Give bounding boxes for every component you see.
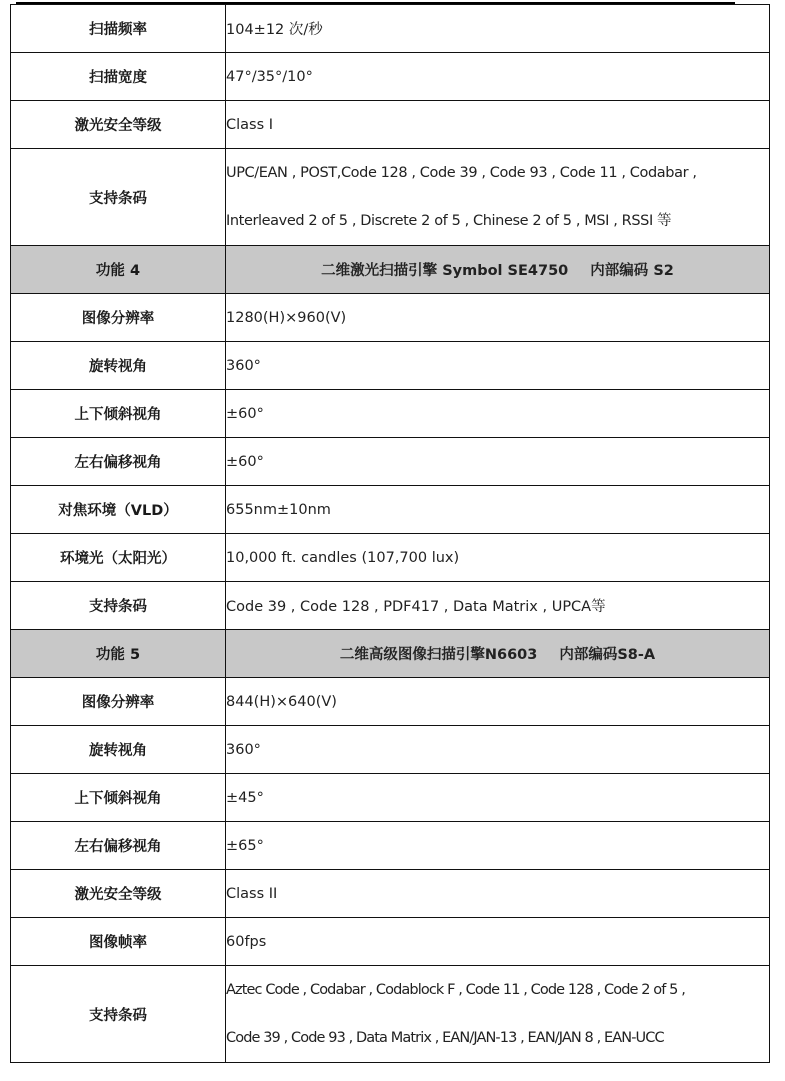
row-value: ±65° bbox=[226, 822, 770, 870]
row-label: 旋转视角 bbox=[11, 342, 226, 390]
section-header-row bbox=[11, 630, 770, 678]
section-label: 功能 5 bbox=[11, 630, 226, 678]
table-row bbox=[11, 149, 770, 246]
row-value: Class II bbox=[226, 870, 770, 918]
row-label: 图像分辨率 bbox=[11, 678, 226, 726]
row-label: 上下倾斜视角 bbox=[11, 390, 226, 438]
row-label: 上下倾斜视角 bbox=[11, 774, 226, 822]
section-code: 内部编码 S2 bbox=[590, 263, 674, 279]
row-label: 支持条码 bbox=[11, 149, 226, 246]
row-value: ±60° bbox=[226, 390, 770, 438]
value-line: Aztec Code , Codabar , Codablock F , Code 11 , Code 128 , Code 2 of 5 , bbox=[226, 982, 685, 998]
row-value: Class I bbox=[226, 101, 770, 149]
row-value: 1280(H)×960(V) bbox=[226, 294, 770, 342]
section-label: 功能 4 bbox=[11, 246, 226, 294]
value-line: Interleaved 2 of 5 , Discrete 2 of 5 , Chinese 2 of 5 , MSI , RSSI 等 bbox=[226, 213, 672, 229]
value-line: UPC/EAN , POST,Code 128 , Code 39 , Code 93 , Code 11 , Codabar , bbox=[226, 165, 697, 181]
section-title bbox=[226, 246, 770, 294]
row-label: 扫描宽度 bbox=[11, 53, 226, 101]
table-row bbox=[11, 5, 770, 53]
row-label: 扫描频率 bbox=[11, 5, 226, 53]
row-label: 图像分辨率 bbox=[11, 294, 226, 342]
row-value: 10,000 ft. candles (107,700 lux) bbox=[226, 534, 770, 582]
row-label: 支持条码 bbox=[11, 966, 226, 1063]
table-row bbox=[11, 582, 770, 630]
row-label: 对焦环境（VLD） bbox=[11, 486, 226, 534]
table-row bbox=[11, 822, 770, 870]
table-row bbox=[11, 870, 770, 918]
table-row bbox=[11, 534, 770, 582]
section-title-text: 二维激光扫描引擎 Symbol SE4750 bbox=[321, 263, 569, 279]
row-label: 左右偏移视角 bbox=[11, 438, 226, 486]
table-row bbox=[11, 53, 770, 101]
table-row bbox=[11, 726, 770, 774]
spec-table bbox=[10, 4, 770, 1063]
row-value: 47°/35°/10° bbox=[226, 53, 770, 101]
table-row bbox=[11, 774, 770, 822]
row-value bbox=[226, 149, 770, 246]
row-value bbox=[226, 966, 770, 1063]
section-code: 内部编码S8-A bbox=[559, 647, 656, 663]
row-value: 360° bbox=[226, 342, 770, 390]
row-value: 655nm±10nm bbox=[226, 486, 770, 534]
row-label: 左右偏移视角 bbox=[11, 822, 226, 870]
table-row bbox=[11, 486, 770, 534]
table-row bbox=[11, 438, 770, 486]
row-label: 图像帧率 bbox=[11, 918, 226, 966]
table-row bbox=[11, 390, 770, 438]
value-line: Code 39 , Code 93 , Data Matrix , EAN/JAN-13 , EAN/JAN 8 , EAN-UCC bbox=[226, 1030, 664, 1046]
row-value: ±60° bbox=[226, 438, 770, 486]
row-label: 激光安全等级 bbox=[11, 101, 226, 149]
table-row bbox=[11, 966, 770, 1063]
row-label: 环境光（太阳光） bbox=[11, 534, 226, 582]
section-title bbox=[226, 630, 770, 678]
section-title-text: 二维高级图像扫描引擎N6603 bbox=[339, 647, 538, 663]
table-row bbox=[11, 294, 770, 342]
row-value: 360° bbox=[226, 726, 770, 774]
table-row bbox=[11, 342, 770, 390]
row-value: 60fps bbox=[226, 918, 770, 966]
row-value: Code 39 , Code 128 , PDF417 , Data Matrix , UPCA等 bbox=[226, 582, 770, 630]
row-label: 激光安全等级 bbox=[11, 870, 226, 918]
table-row bbox=[11, 678, 770, 726]
row-value: 104±12 次/秒 bbox=[226, 5, 770, 53]
row-label: 支持条码 bbox=[11, 582, 226, 630]
row-value: 844(H)×640(V) bbox=[226, 678, 770, 726]
table-row bbox=[11, 918, 770, 966]
row-label: 旋转视角 bbox=[11, 726, 226, 774]
row-value: ±45° bbox=[226, 774, 770, 822]
section-header-row bbox=[11, 246, 770, 294]
table-row bbox=[11, 101, 770, 149]
